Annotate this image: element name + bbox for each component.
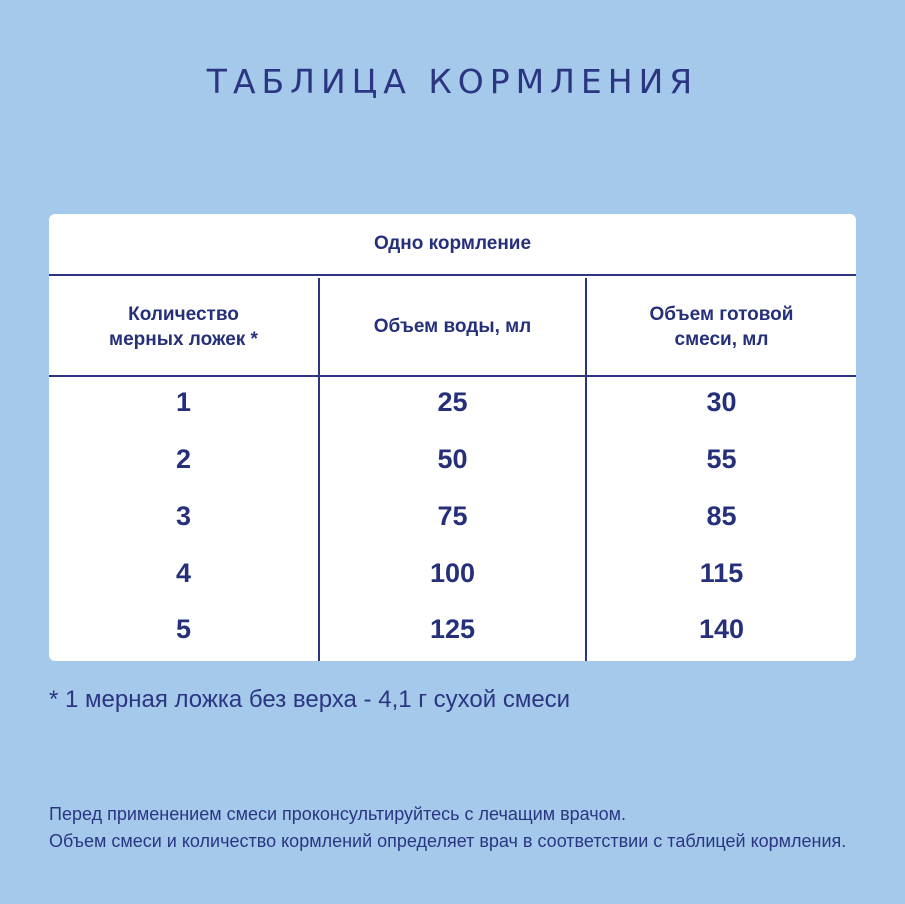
column-header-scoops — [49, 278, 318, 375]
table-cell: 3 — [175, 500, 192, 531]
page-title: ТАБЛИЦА КОРМЛЕНИЯ — [206, 62, 699, 101]
table-cell: 115 — [699, 557, 744, 588]
table-cell: 1 — [175, 386, 192, 417]
table-cell: 75 — [437, 500, 468, 531]
header-divider — [49, 375, 856, 377]
column-header-label: Объем воды, мл — [373, 316, 532, 337]
table-cell: 25 — [437, 386, 468, 417]
table-cell: 5 — [175, 613, 192, 644]
table-cell: 100 — [429, 557, 476, 588]
column-header-water — [320, 278, 585, 375]
table-cell: 85 — [706, 500, 737, 531]
column-header-ready-mix — [587, 278, 856, 375]
table-cell: 55 — [706, 443, 737, 474]
disclaimer-line-2: Объем смеси и количество кормлений определяет врач в соответствии с таблицей кормления. — [49, 831, 847, 851]
table-cell: 125 — [429, 613, 476, 644]
feeding-table — [49, 214, 856, 661]
disclaimer-line-1: Перед применением смеси проконсультируйтесь с лечащим врачом. — [49, 804, 627, 824]
column-header-label: Объем готовой смеси, мл — [649, 303, 794, 350]
table-cell: 4 — [175, 557, 192, 588]
column-header-label: Количество мерных ложек * — [109, 303, 258, 350]
table-cell: 140 — [698, 613, 745, 644]
table-span-header: Одно кормление — [49, 214, 856, 276]
table-cell: 50 — [437, 443, 468, 474]
table-cell: 2 — [175, 443, 192, 474]
table-cell: 30 — [706, 386, 737, 417]
scoop-footnote: * 1 мерная ложка без верха - 4,1 г сухой смеси — [49, 686, 571, 713]
